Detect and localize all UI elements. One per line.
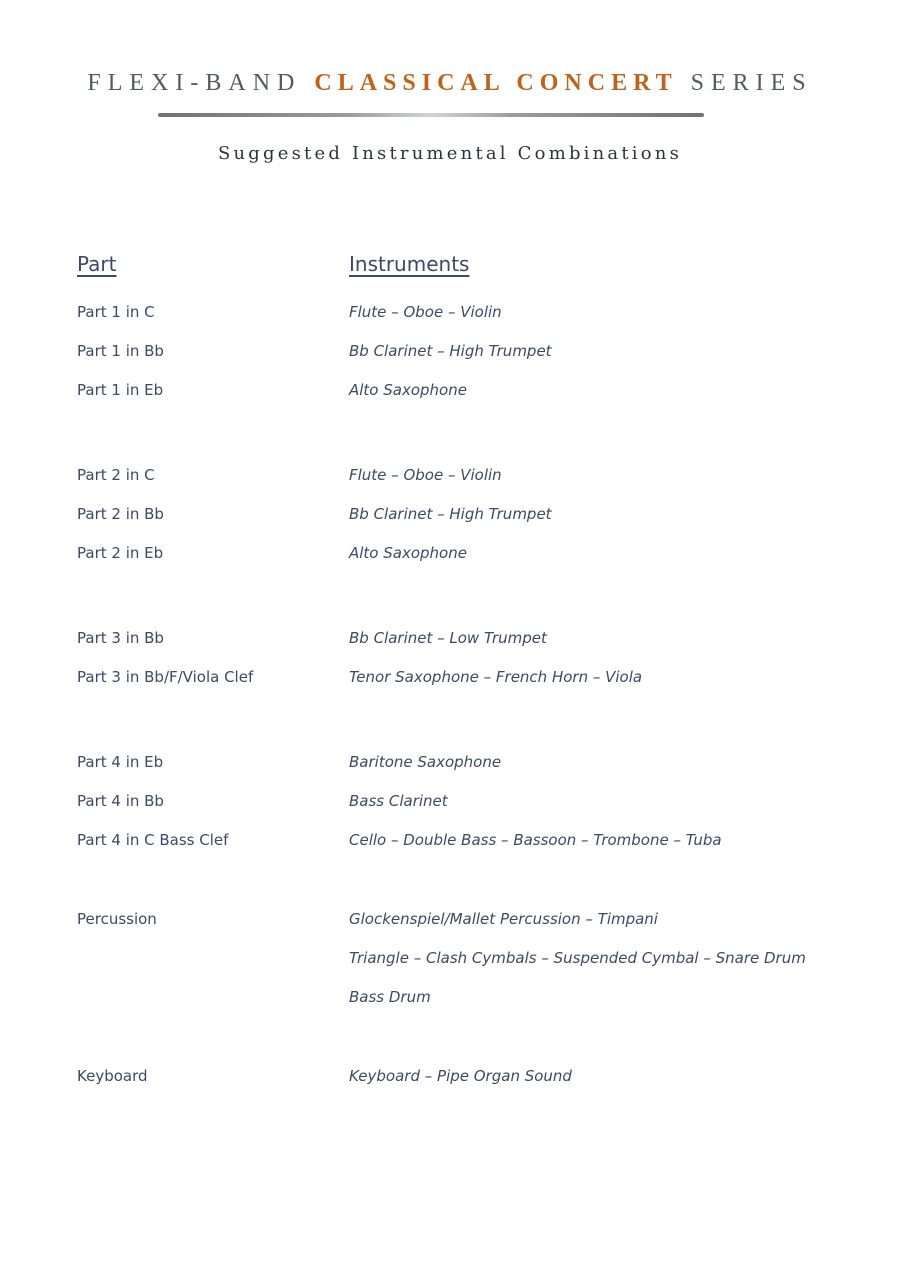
instrument-list: Alto Saxophone bbox=[349, 381, 467, 399]
part-label: Part 3 in Bb/F/Viola Clef bbox=[77, 668, 254, 686]
instrument-list: Bass Clarinet bbox=[349, 792, 448, 810]
instrument-list: Bb Clarinet – High Trumpet bbox=[349, 342, 552, 360]
part-label: Keyboard bbox=[77, 1067, 148, 1085]
part-label: Percussion bbox=[77, 910, 157, 928]
instruments-column-header: Instruments bbox=[349, 252, 470, 276]
instrument-list: Bass Drum bbox=[349, 988, 431, 1006]
part-label: Part 4 in Bb bbox=[77, 792, 164, 810]
instrument-list: Tenor Saxophone – French Horn – Viola bbox=[349, 668, 643, 686]
title-divider bbox=[158, 113, 704, 117]
instrument-list: Keyboard – Pipe Organ Sound bbox=[349, 1067, 572, 1085]
series-title-accent: CLASSICAL CONCERT bbox=[314, 70, 678, 96]
part-label: Part 1 in Eb bbox=[77, 381, 164, 399]
part-label: Part 3 in Bb bbox=[77, 629, 164, 647]
part-column-header: Part bbox=[77, 252, 117, 276]
part-label: Part 2 in Bb bbox=[77, 505, 164, 523]
instrument-list: Alto Saxophone bbox=[349, 544, 467, 562]
instrument-list: Bb Clarinet – Low Trumpet bbox=[349, 629, 547, 647]
series-title-suffix: SERIES bbox=[677, 70, 813, 96]
instrument-list: Baritone Saxophone bbox=[349, 753, 502, 771]
series-title bbox=[0, 70, 900, 97]
instrument-list: Flute – Oboe – Violin bbox=[349, 303, 502, 321]
instrument-list: Glockenspiel/Mallet Percussion – Timpani bbox=[349, 910, 658, 928]
series-title-prefix: FLEXI-BAND bbox=[87, 70, 315, 96]
instrument-list: Triangle – Clash Cymbals – Suspended Cymbal – Snare Drum bbox=[349, 949, 806, 967]
instrument-list: Bb Clarinet – High Trumpet bbox=[349, 505, 552, 523]
instrument-list: Cello – Double Bass – Bassoon – Trombone – Tuba bbox=[349, 831, 722, 849]
page-subtitle: Suggested Instrumental Combinations bbox=[217, 143, 683, 164]
part-label: Part 1 in Bb bbox=[77, 342, 164, 360]
part-label: Part 2 in C bbox=[77, 466, 155, 484]
part-label: Part 4 in C Bass Clef bbox=[77, 831, 229, 849]
part-label: Part 1 in C bbox=[77, 303, 155, 321]
instrument-list: Flute – Oboe – Violin bbox=[349, 466, 502, 484]
part-label: Part 2 in Eb bbox=[77, 544, 164, 562]
part-label: Part 4 in Eb bbox=[77, 753, 164, 771]
